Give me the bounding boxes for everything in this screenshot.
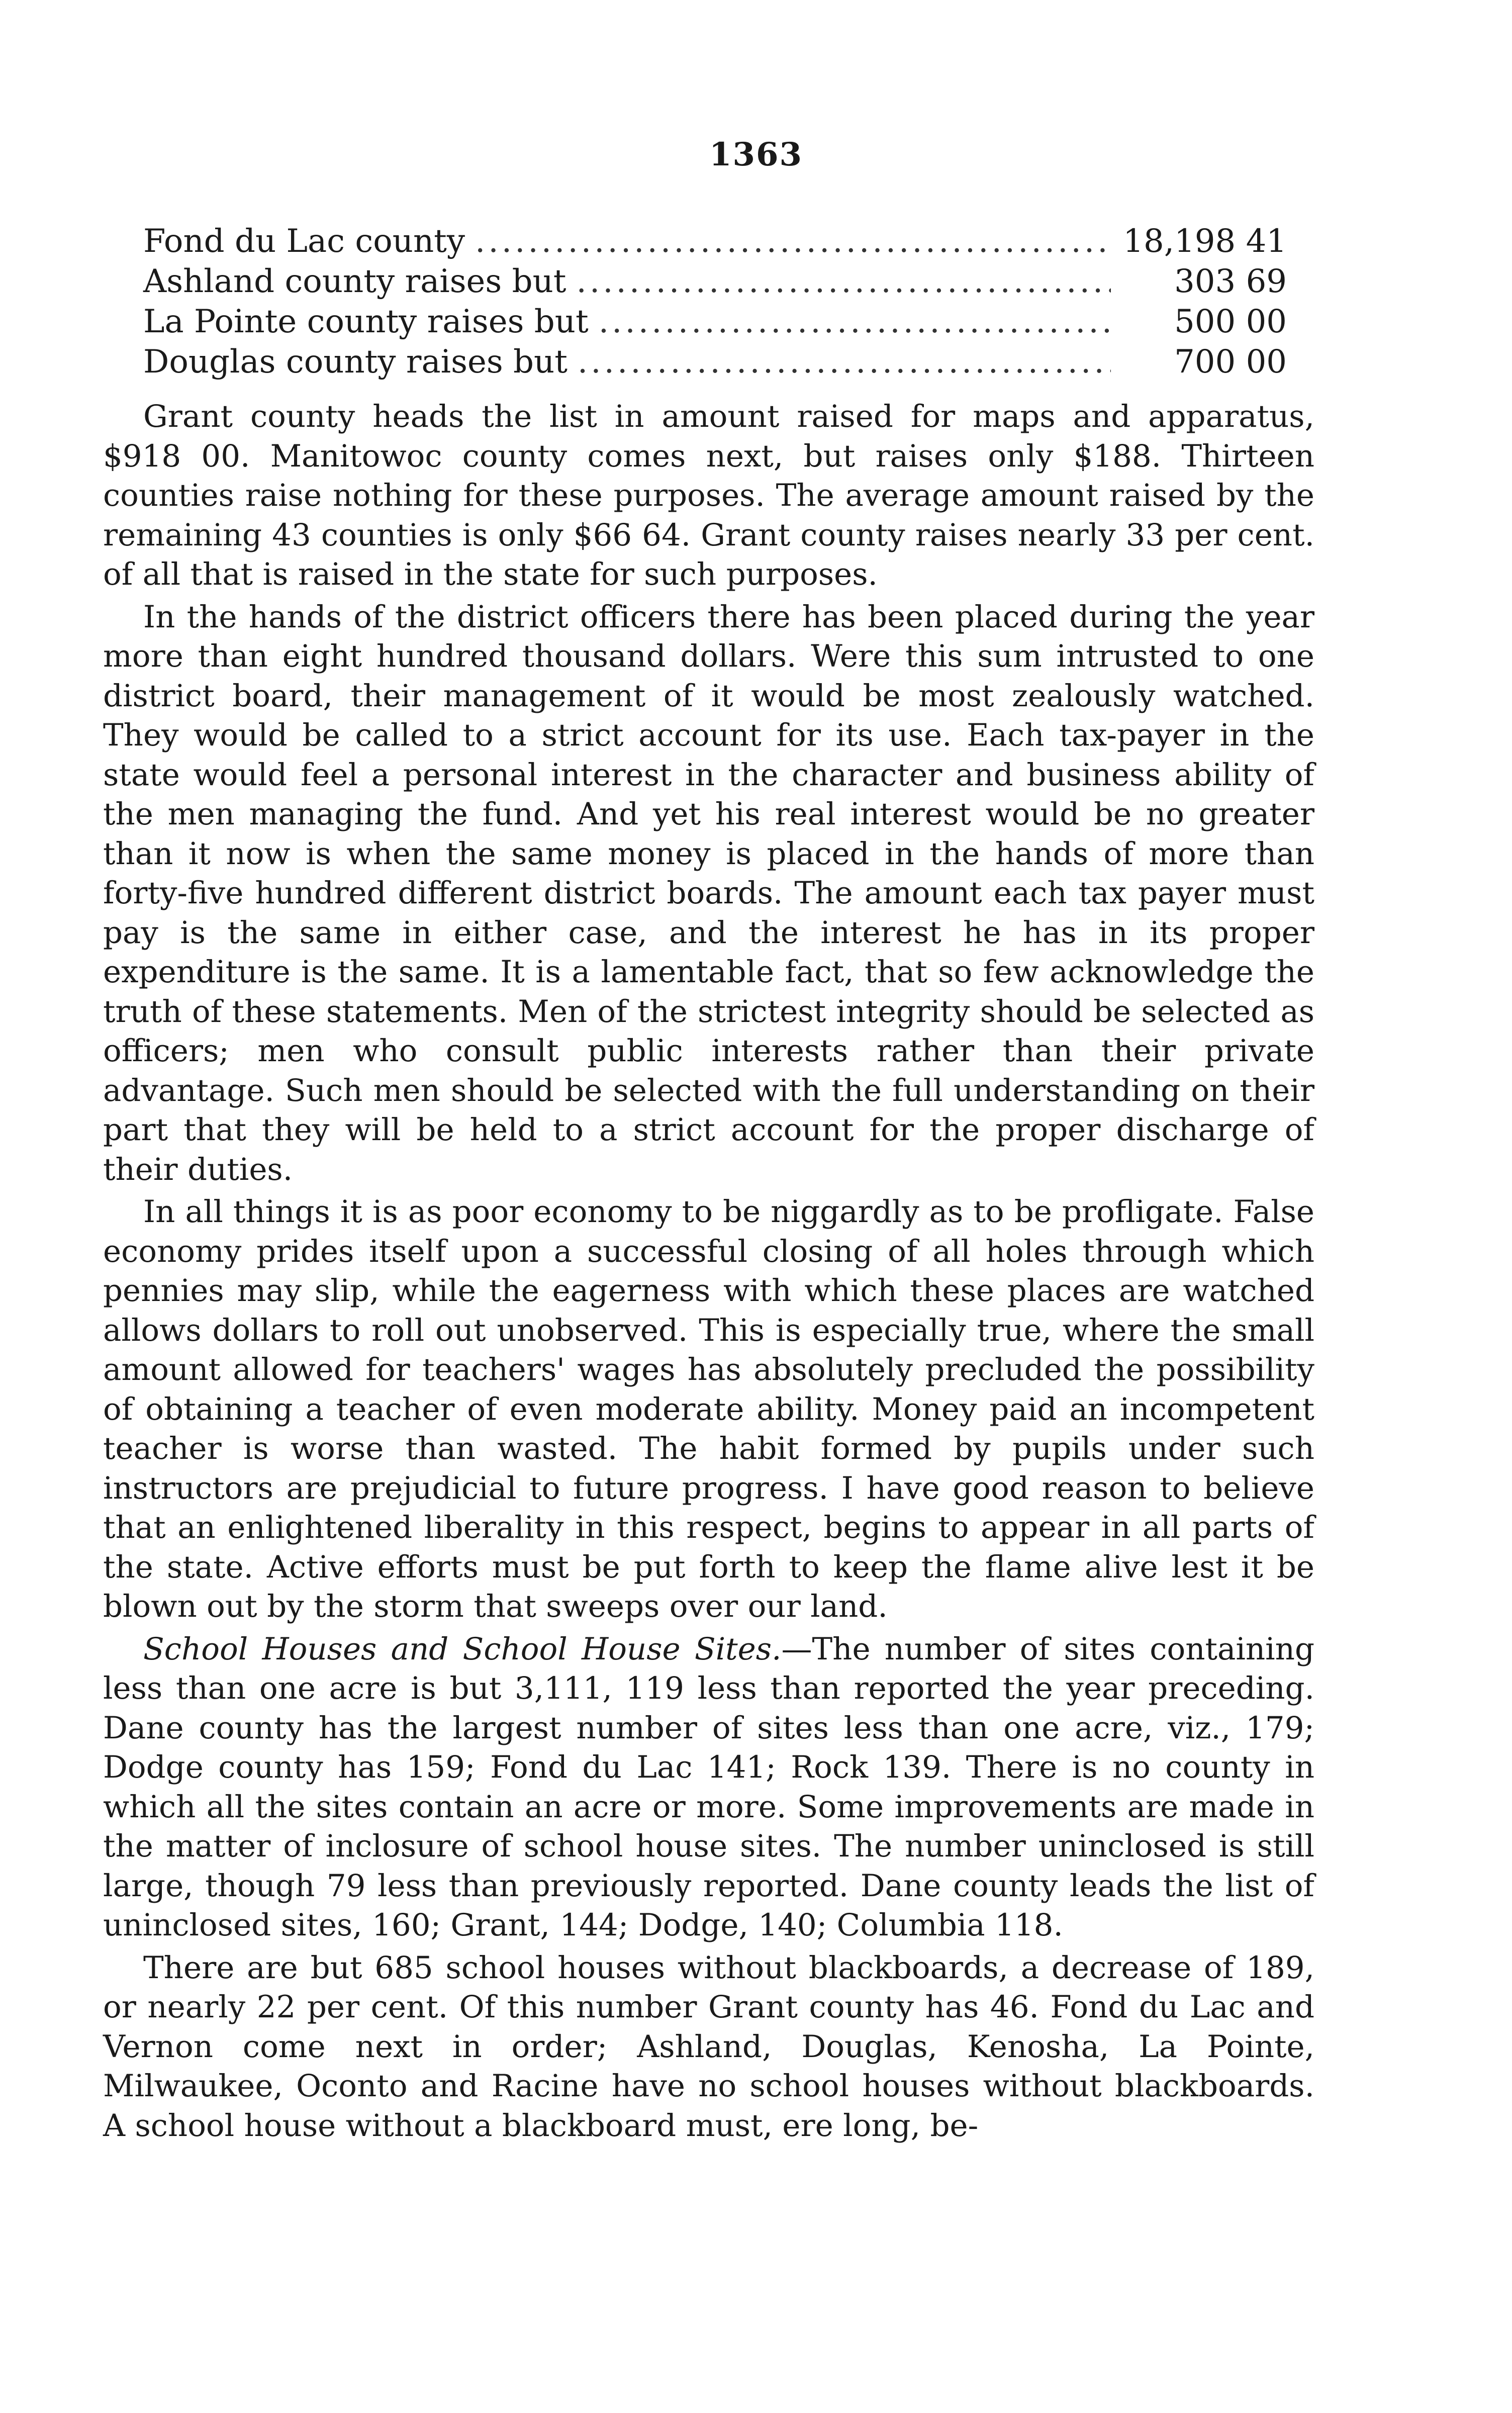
county-label: La Pointe county raises but	[143, 303, 589, 340]
county-label: Fond du Lac county	[143, 223, 465, 260]
paragraph-blackboards: There are but 685 school houses without blackboards, a decrease of 189, or nearly 22 per cent. Of this number Grant county has 46. Fond du Lac and Vernon come next in order; Ashland, Douglas, Kenosha, La Pointe, Milwaukee, Oconto and Racine have no school houses without blackboards. A school house without a blackboard must, ere long, be-	[103, 1950, 1314, 2144]
body-text	[103, 397, 1314, 2146]
county-amount: 700 00	[1174, 343, 1287, 381]
dot-leader	[578, 342, 1111, 382]
county-amount-table	[143, 221, 1287, 382]
table-row	[143, 342, 1287, 382]
county-amount: 500 00	[1174, 303, 1287, 340]
paragraph-text: —The number of sites containing less than one acre is but 3,111, 119 less than reported the year preceding. Dane county has the largest number of sites less than one acre, viz., 179; Dodge county has 159; Fond du Lac 141; Rock 139. There is no county in which all the sites contain an acre or more. Some improvements are made in the matter of inclosure of school house sites. The number uninclosed is still large, though 79 less than previously reported. Dane county leads the list of uninclosed sites, 160; Grant, 144; Dodge, 140; Columbia 118.	[103, 1631, 1315, 1943]
paragraph-school-house-sites	[103, 1630, 1314, 1945]
paragraph-economy: In all things it is as poor economy to be niggardly as to be profligate. False economy prides itself upon a successful closing of all holes through which pennies may slip, while the eagerness with which these places are watched allows dollars to roll out unobserved. This is especially true, where the small amount allowed for teachers' wages has absolutely precluded the possibility of obtaining a teacher of even moderate ability. Money paid an incompetent teacher is worse than wasted. The habit formed by pupils under such instructors are prejudicial to future progress. I have good reason to believe that an enlightened liberality in this respect, begins to appear in all parts of the state. Active efforts must be put forth to keep the flame alive lest it be blown out by the storm that sweeps over our land.	[103, 1194, 1314, 1624]
paragraph-maps-apparatus: Grant county heads the list in amount raised for maps and apparatus, $918 00. Manitowoc county comes next, but raises only $188. Thirteen counties raise nothing for these purposes. The average amount raised by the remaining 43 counties is only $66 64. Grant county raises nearly 33 per cent. of all that is raised in the state for such purposes.	[103, 399, 1314, 592]
page-number: 1363	[709, 136, 803, 173]
county-label: Douglas county raises but	[143, 343, 568, 381]
table-row	[143, 221, 1287, 261]
dot-leader	[599, 302, 1111, 342]
county-amount: 303 69	[1174, 263, 1287, 300]
county-amount: 18,198 41	[1123, 223, 1287, 260]
table-row	[143, 302, 1287, 342]
county-label: Ashland county raises but	[143, 263, 566, 300]
section-lead-in: School Houses and School House Sites.	[143, 1631, 782, 1667]
dot-leader	[475, 221, 1111, 261]
paragraph-district-officers: In the hands of the district officers there has been placed during the year more than eight hundred thousand dollars. Were this sum intrusted to one district board, their management of it would be most zealously watched. They would be called to a strict account for its use. Each tax-payer in the state would feel a personal interest in the character and business ability of the men managing the fund. And yet his real interest would be no greater than it now is when the same money is placed in the hands of more than forty-five hundred different district boards. The amount each tax payer must pay is the same in either case, and the interest he has in its proper expenditure is the same. It is a lamentable fact, that so few acknowledge the truth of these statements. Men of the strictest integrity should be selected as officers; men who consult public interests rather than their private advantage. Such men should be selected with the full understanding on their part that they will be held to a strict account for the proper discharge of their duties.	[103, 599, 1314, 1187]
dot-leader	[577, 261, 1111, 302]
table-row	[143, 261, 1287, 302]
